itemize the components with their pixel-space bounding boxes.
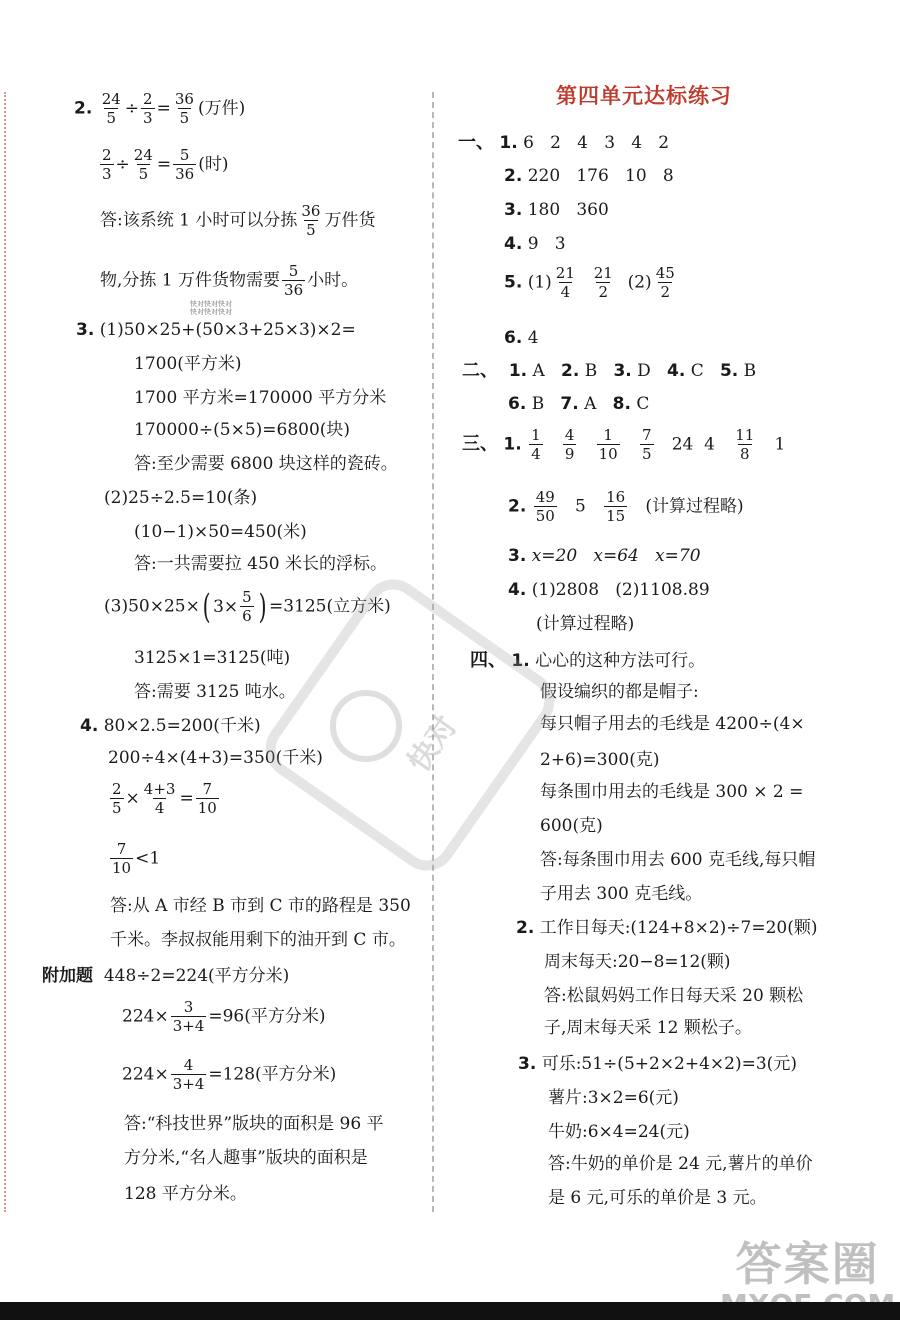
s3-q4: 4. (1)2808 (2)1108.89 xyxy=(508,580,710,600)
s3-q2: 2. $\frac{49}{50}$ 5 $\frac{16}{15}$ (计算过程略) xyxy=(508,488,744,525)
extra-label: 附加题 xyxy=(42,966,93,986)
s4-q1-line-6: 答:每条围巾用去 600 克毛线,每只帽 xyxy=(540,850,816,870)
extra-answer-1: 答:“科技世界”版块的面积是 96 平 xyxy=(124,1114,384,1134)
q4-line-1: 4. 80×2.5=200(千米) xyxy=(80,716,261,736)
s4-q1-line-0: 四、 1. 心心的这种方法可行。 xyxy=(470,650,706,671)
q4-line-4: $\frac{7}{10}$ <1 xyxy=(112,840,161,877)
s1-q5: 5. (1) $\frac{21}{4}$ $\frac{21}{2}$ (2) $\frac{45}{2}$ xyxy=(504,264,675,301)
q3-line-7: (10−1)×50=450(米) xyxy=(134,522,307,542)
corner-watermark-title: 答案圈 xyxy=(735,1237,880,1291)
q2-line-2: $\frac{2}{3}$ ÷ $\frac{24}{5}$ = $\frac{5}{36}$ (时) xyxy=(102,146,229,183)
q3-line-10: 3125×1=3125(吨) xyxy=(134,648,291,668)
page-edge xyxy=(4,92,6,1212)
s1-q3: 3. 180 360 xyxy=(504,200,609,220)
s1-q4: 4. 9 3 xyxy=(504,234,566,254)
s4-q3-line-3: 答:牛奶的单价是 24 元,薯片的单价 xyxy=(548,1154,813,1174)
q3-line-1: 3. (1)50×25+(50×3+25×3)×2= xyxy=(76,320,356,340)
s1-q1: 一、 1. 6 2 4 3 4 2 xyxy=(458,132,670,153)
extra-answer-3: 128 平方分米。 xyxy=(124,1184,247,1204)
s4-q3-line-1: 薯片:3×2=6(元) xyxy=(548,1088,679,1108)
s4-q1-line-3: 2+6)=300(克) xyxy=(540,750,660,770)
s1-q2: 2. 220 176 10 8 xyxy=(504,166,674,186)
extra-line-3: 224× $\frac{4}{3+4}$ =128(平方分米) xyxy=(122,1056,337,1093)
s4-q1-line-5: 600(克) xyxy=(540,816,603,836)
question-number: 2. xyxy=(74,98,93,119)
extra-answer-2: 方分米,“名人趣事”版块的面积是 xyxy=(124,1148,368,1168)
fraction: $\frac{2}{3}$ xyxy=(143,90,153,127)
q2-line-1: 2. $\frac{24}{5}$ ÷ $\frac{2}{3}$ = $\frac{36}{5}$ (万件) xyxy=(74,90,246,127)
s4-q2-line-1: 周末每天:20−8=12(颗) xyxy=(544,952,731,972)
q3-answer-3: 答:需要 3125 吨水。 xyxy=(134,682,296,702)
bottom-band xyxy=(0,1302,900,1320)
s3-q4-note: (计算过程略) xyxy=(536,614,635,634)
small-stamp: 快对快对快对 快对快对快对 xyxy=(190,300,232,317)
s4-q2-line-3: 子,周末每天采 12 颗松子。 xyxy=(544,1018,752,1038)
s4-q1-line-4: 每条围巾用去的毛线是 300 × 2 = xyxy=(540,782,804,802)
s1-q6: 6. 4 xyxy=(504,328,539,348)
watermark-text: 快对 xyxy=(401,709,465,779)
s3-q3: 3. x=20 x=64 x=70 xyxy=(508,546,701,566)
q3-line-3: 1700 平方米=170000 平方分米 xyxy=(134,388,387,408)
q3-answer-1: 答:至少需要 6800 块这样的瓷砖。 xyxy=(134,454,398,474)
fraction: $\frac{5}{36}$ xyxy=(175,146,195,183)
s4-q1-line-1: 假设编织的都是帽子: xyxy=(540,682,699,702)
extra-line-2: 224× $\frac{3}{3+4}$ =96(平方分米) xyxy=(122,998,326,1035)
fraction: $\frac{24}{5}$ xyxy=(133,146,153,183)
q4-line-2: 200÷4×(4+3)=350(千米) xyxy=(108,748,323,768)
s2-row-2: 6. B 7. A 8. C xyxy=(508,394,650,414)
s4-q2-line-2: 答:松鼠妈妈工作日每天采 20 颗松 xyxy=(544,986,804,1006)
s4-q1-line-2: 每只帽子用去的毛线是 4200÷(4× xyxy=(540,714,805,734)
q3-answer-2: 答:一共需要拉 450 米长的浮标。 xyxy=(134,554,387,574)
s2-row-1: 二、 1. A 2. B 3. D 4. C 5. B xyxy=(462,360,757,381)
s4-q1-line-7: 子用去 300 克毛线。 xyxy=(540,884,703,904)
s3-q1: 三、 1. $\frac{1}{4}$ $\frac{4}{9}$ $\frac{1}{10}$ $\frac{7}{5}$ 24 4 $\frac{11}{8}$ 1 xyxy=(462,426,786,463)
s4-q3-line-4: 是 6 元,可乐的单价是 3 元。 xyxy=(548,1188,767,1208)
q4-answer-1: 答:从 A 市经 B 市到 C 市的路程是 350 xyxy=(110,896,411,916)
s4-q3-line-0: 3. 可乐:51÷(5+2×2+4×2)=3(元) xyxy=(518,1054,797,1074)
q4-line-3: $\frac{2}{5}$ × $\frac{4+3}{4}$ = $\frac{7}{10}$ xyxy=(112,780,217,817)
fraction: $\frac{24}{5}$ xyxy=(101,90,121,127)
q4-answer-2: 千米。李叔叔能用剩下的油开到 C 市。 xyxy=(110,930,406,950)
fraction: $\frac{2}{3}$ xyxy=(102,146,112,183)
q2-answer-1: 答:该系统 1 小时可以分拣 $\frac{36}{5}$ 万件货 xyxy=(100,202,376,239)
q3-line-4: 170000÷(5×5)=6800(块) xyxy=(134,420,351,440)
extra-line-1: 附加题 448÷2=224(平方分米) xyxy=(42,966,290,986)
q3-line-2: 1700(平方米) xyxy=(134,354,242,374)
q3-line-9: (3)50×25× ( 3× $\frac{5}{6}$ ) =3125(立方米) xyxy=(104,587,391,627)
q3-line-6: (2)25÷2.5=10(条) xyxy=(104,488,258,508)
q2-answer-2: 物,分拣 1 万件货物需要 $\frac{5}{36}$ 小时。 xyxy=(100,262,359,299)
s4-q3-line-2: 牛奶:6×4=24(元) xyxy=(548,1122,690,1142)
fraction: $\frac{36}{5}$ xyxy=(174,90,194,127)
s4-q2-line-0: 2. 工作日每天:(124+8×2)÷7=20(颗) xyxy=(516,918,818,938)
watermark-logo-icon xyxy=(330,690,402,762)
section-title: 第四单元达标练习 xyxy=(556,84,732,108)
